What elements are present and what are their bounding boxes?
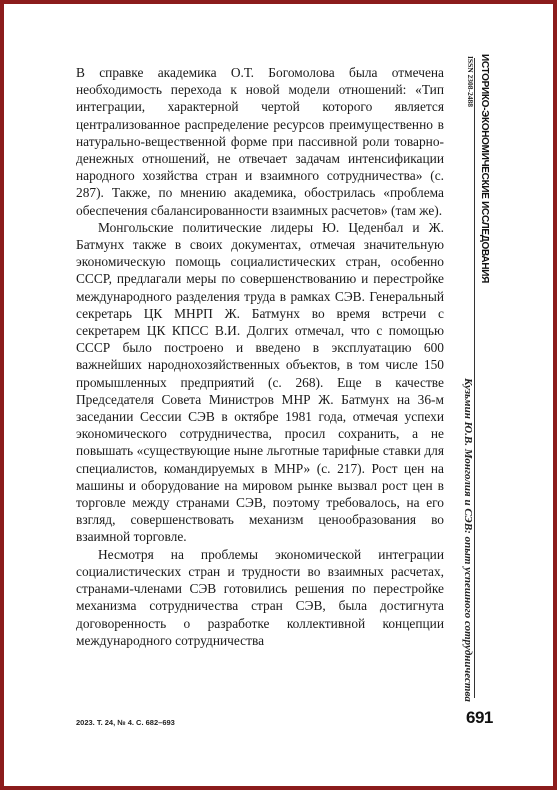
article-running-head: Кузьмин Ю.В. Монголия и СЭВ: опыт успешного сотрудничества [462,378,474,702]
paragraph: Монгольские политические лидеры Ю. Цеденбал и Ж. Батмунх также в своих документах, отмечая значительную экономическую помощь социалистических стран, особенно СССР, предлагали меры по совершенствованию и перестройке международного разделения труда в рамках СЭВ. Генеральный секретарь ЦК МНРП Ж. Батмунх во время встречи с секретарем ЦК КПСС В.И. Долгих отмечал, что с помощью СССР было построено и введено в эксплуатацию 600 важнейших народнохозяйственных объектов, в том числе 150 промышленных предприятий (с. 268). Еще в качестве Председателя Совета Министров МНР Ж. Батмунх на 36-м заседании Сессии СЭВ в октябре 1981 года, отмечая успехи экономического сотрудничества, просил сохранить, а не повышать «существующие ныне льготные тарифные ставки для специалистов, командируемых в МНР» (с. 217). Рост цен на машины и оборудование на мировом рынке вызвал рост цен в торговле между странами СЭВ, поэтому требовалось, на его взгляд, совершенствовать механизм ценообразования во взаимной торговле. [76,219,444,545]
citation-footer: 2023. Т. 24, № 4. С. 682–693 [76,718,175,727]
paragraph: Несмотря на проблемы экономической интеграции социалистических стран и трудности во взаимных расчетах, странами-членами СЭВ готовились решения по перестройке механизма сотрудничества стран СЭВ, была достигнута договоренность о разработке коллективной концепции международного сотрудничества [76,546,444,648]
issn: ISSN 2308-2488 [466,56,475,108]
margin-rule [474,58,475,698]
page-number: 691 [466,708,493,727]
paragraph: В справке академика О.Т. Богомолова была отмечена необходимость перехода к новой модели отношений: «Тип интеграции, характерной чертой которого является централизованное распределение ресурсов преимущественно в натурально-вещественной форме при пассивной роли товарно-денежных отношений, не отвечает задачам интенсификации народного хозяйства стран и взаимного сотрудничества» (с. 287). Также, по мнению академика, обострилась «проблема обеспечения сбалансированности взаимных расчетов» (там же). [76,65,444,218]
journal-title: ИСТОРИКО-ЭКОНОМИЧЕСКИЕ ИССЛЕДОВАНИЯ [479,54,490,284]
body-text [76,64,444,649]
